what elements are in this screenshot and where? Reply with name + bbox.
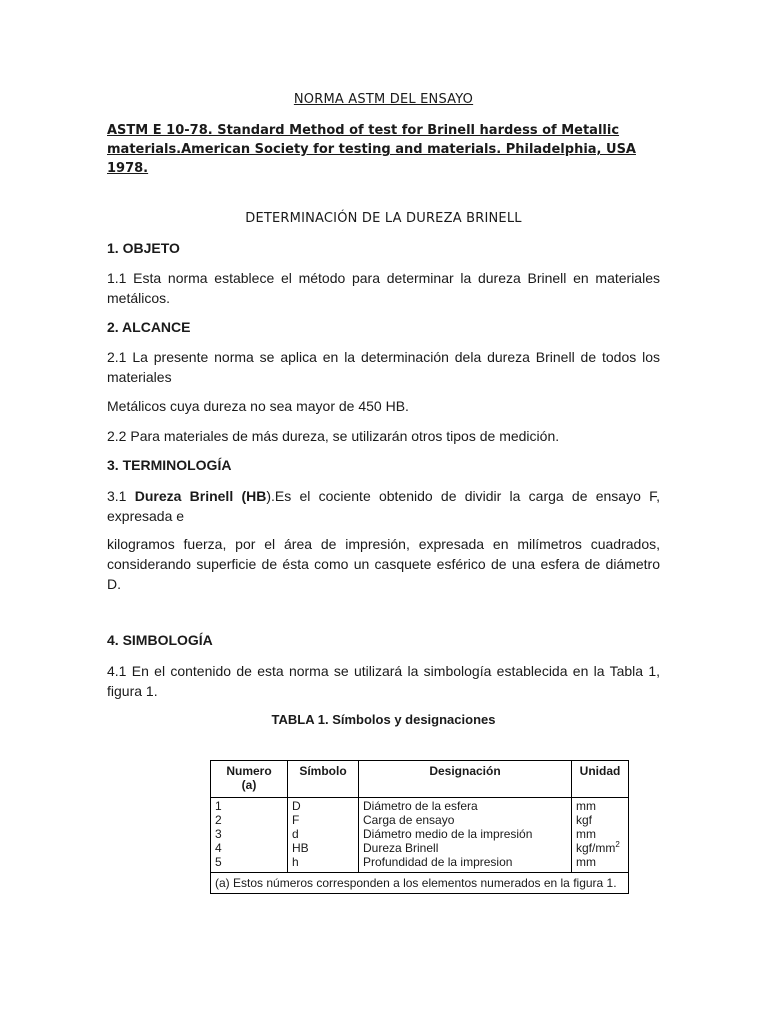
cell-designacion: Profundidad de la impresion xyxy=(359,855,572,873)
table-row xyxy=(211,841,629,855)
unit-text: kgf/mm xyxy=(576,841,616,855)
unit-superscript: 2 xyxy=(615,840,620,849)
section-heading-terminologia: 3. TERMINOLOGÍA xyxy=(107,457,232,473)
document-title: DETERMINACIÓN DE LA DUREZA BRINELL xyxy=(245,211,522,226)
cell-simbolo: D xyxy=(288,798,359,814)
cell-simbolo: HB xyxy=(288,841,359,855)
section-heading-objeto: 1. OBJETO xyxy=(107,240,180,256)
header-numero xyxy=(211,761,288,798)
cell-designacion: Carga de ensayo xyxy=(359,813,572,827)
paragraph-3-1-cont: kilogramos fuerza, por el área de impresión, expresada en milímetros cuadrados, considerando superficie de ésta como un casquete esférico de una esfera de diámetro D. xyxy=(107,536,660,592)
paragraph-3-1 xyxy=(107,486,660,526)
table-row xyxy=(211,855,629,873)
cell-numero: 3 xyxy=(211,827,288,841)
header-numero-sub: (a) xyxy=(241,778,257,792)
cell-unidad: kgf xyxy=(572,813,629,827)
table-footnote-row xyxy=(211,873,629,894)
symbols-table xyxy=(210,760,629,894)
cell-designacion: Dureza Brinell xyxy=(359,841,572,855)
paragraph-2-2: 2.2 Para materiales de más dureza, se utilizarán otros tipos de medición. xyxy=(107,428,560,444)
section-heading-alcance: 2. ALCANCE xyxy=(107,319,191,335)
table-header-row xyxy=(211,761,629,798)
table-row xyxy=(211,827,629,841)
cell-unidad: mm xyxy=(572,798,629,814)
cell-numero: 4 xyxy=(211,841,288,855)
cell-unidad xyxy=(572,841,629,855)
paragraph-1-1: 1.1 Esta norma establece el método para determinar la dureza Brinell en materiales metálicos. xyxy=(107,270,660,306)
cell-simbolo: F xyxy=(288,813,359,827)
table-row xyxy=(211,813,629,827)
reference-citation: ASTM E 10-78. Standard Method of test for Brinell hardess of Metallic materials.American Society for testing and materials. Philadelphia, USA 1978. xyxy=(107,123,636,176)
header-unidad: Unidad xyxy=(572,761,629,798)
cell-designacion: Diámetro medio de la impresión xyxy=(359,827,572,841)
paragraph-3-1-text: ).Es el cociente obtenido de dividir la carga de ensayo F, expresada e xyxy=(107,488,660,524)
cell-simbolo: h xyxy=(288,855,359,873)
term-dureza-brinell: Dureza Brinell (HB xyxy=(134,488,267,504)
page-title: NORMA ASTM DEL ENSAYO xyxy=(293,92,474,107)
paragraph-2-1-cont: Metálicos cuya dureza no sea mayor de 450 HB. xyxy=(107,398,409,414)
header-numero-label: Numero xyxy=(226,764,272,778)
cell-numero: 2 xyxy=(211,813,288,827)
header-designacion: Designación xyxy=(359,761,572,798)
header-simbolo: Símbolo xyxy=(288,761,359,798)
paragraph-4-1: 4.1 En el contenido de esta norma se utilizará la simbología establecida en la Tabla 1, figura 1. xyxy=(107,663,660,699)
paragraph-2-1: 2.1 La presente norma se aplica en la determinación dela dureza Brinell de todos los materiales xyxy=(107,349,660,385)
cell-numero: 1 xyxy=(211,798,288,814)
table-title: TABLA 1. Símbolos y designaciones xyxy=(271,712,496,727)
cell-designacion: Diámetro de la esfera xyxy=(359,798,572,814)
cell-numero: 5 xyxy=(211,855,288,873)
table-footnote: (a) Estos números corresponden a los elementos numerados en la figura 1. xyxy=(211,873,629,894)
cell-unidad: mm xyxy=(572,855,629,873)
section-heading-simbologia: 4. SIMBOLOGÍA xyxy=(107,632,213,648)
cell-simbolo: d xyxy=(288,827,359,841)
table-row xyxy=(211,798,629,814)
paragraph-3-1-number: 3.1 xyxy=(107,488,127,504)
cell-unidad: mm xyxy=(572,827,629,841)
